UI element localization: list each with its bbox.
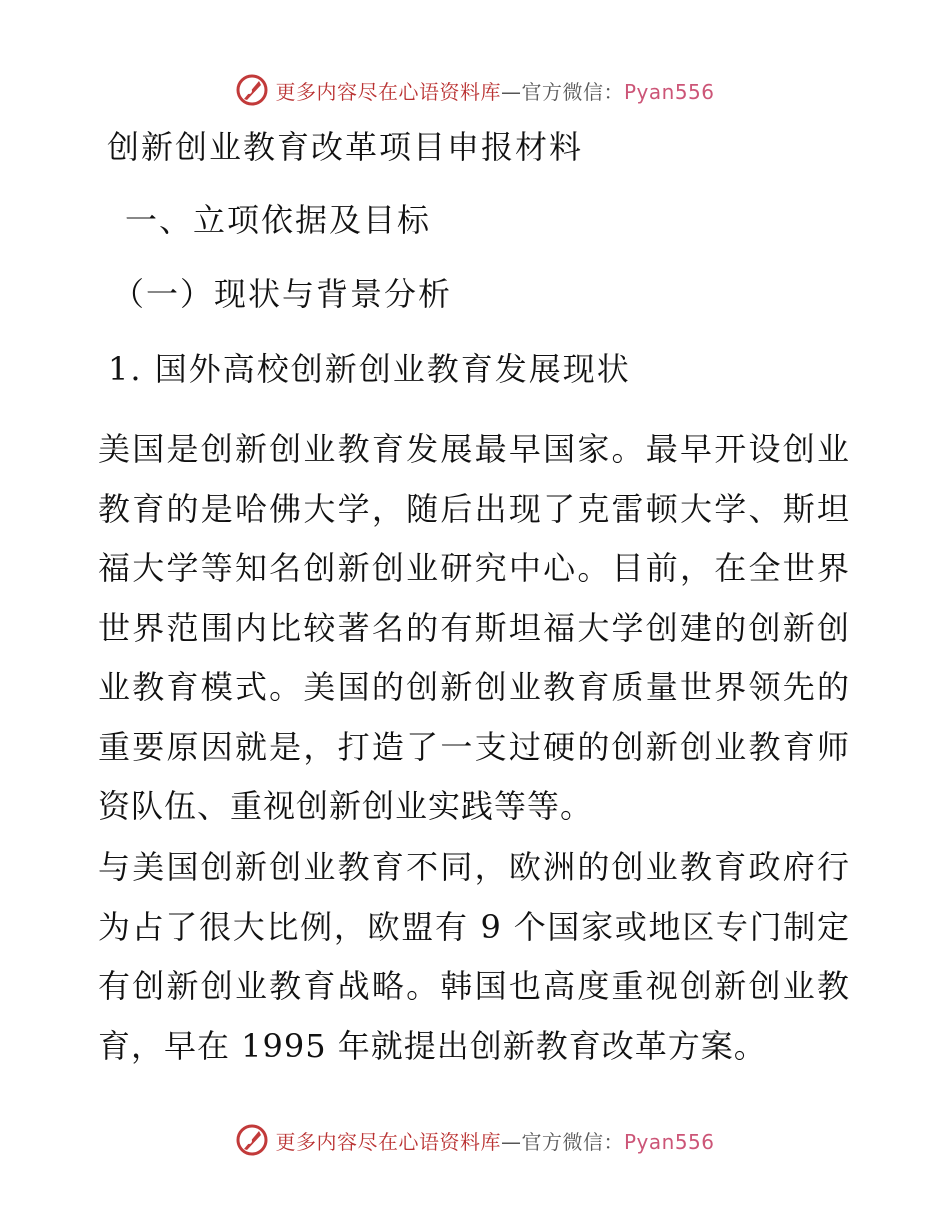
quill-logo-icon: [235, 1123, 269, 1157]
subsection-heading: （一）现状与背景分析: [112, 275, 453, 313]
watermark-separator: —: [500, 79, 522, 104]
watermark-text: [275, 76, 714, 105]
watermark-separator: —: [500, 1129, 522, 1154]
item-heading: 1. 国外高校创新创业教育发展现状: [108, 350, 631, 388]
paragraph: 与美国创新创业教育不同，欧洲的创业教育政府行为占了很大比例，欧盟有 9 个国家或地区专门制定有创新创业教育战略。韩国也高度重视创新创业教育，早在 1995 年就提出创新教育改革方案。: [98, 848, 850, 1065]
watermark-header: [0, 70, 950, 110]
section-heading: 一、立项依据及目标: [125, 201, 432, 239]
quill-logo-icon: [235, 73, 269, 107]
watermark-id: Pyan556: [623, 1129, 715, 1154]
watermark-text: [275, 1126, 714, 1155]
document-title: 创新创业教育改革项目申报材料: [107, 128, 584, 166]
watermark-main: 更多内容尽在心语资料库: [275, 1129, 501, 1154]
watermark-id: Pyan556: [623, 79, 715, 104]
watermark-footer: [0, 1120, 950, 1160]
watermark-label: 官方微信：: [521, 79, 624, 104]
watermark-label: 官方微信：: [521, 1129, 624, 1154]
watermark-main: 更多内容尽在心语资料库: [275, 79, 501, 104]
paragraph: 美国是创新创业教育发展最早国家。最早开设创业教育的是哈佛大学，随后出现了克雷顿大学、斯坦福大学等知名创新创业研究中心。目前，在全世界世界范围内比较著名的有斯坦福大学创建的创新创业教育模式。美国的创新创业教育质量世界领先的重要原因就是，打造了一支过硬的创新创业教育师资队伍、重视创新创业实践等等。: [98, 430, 850, 825]
